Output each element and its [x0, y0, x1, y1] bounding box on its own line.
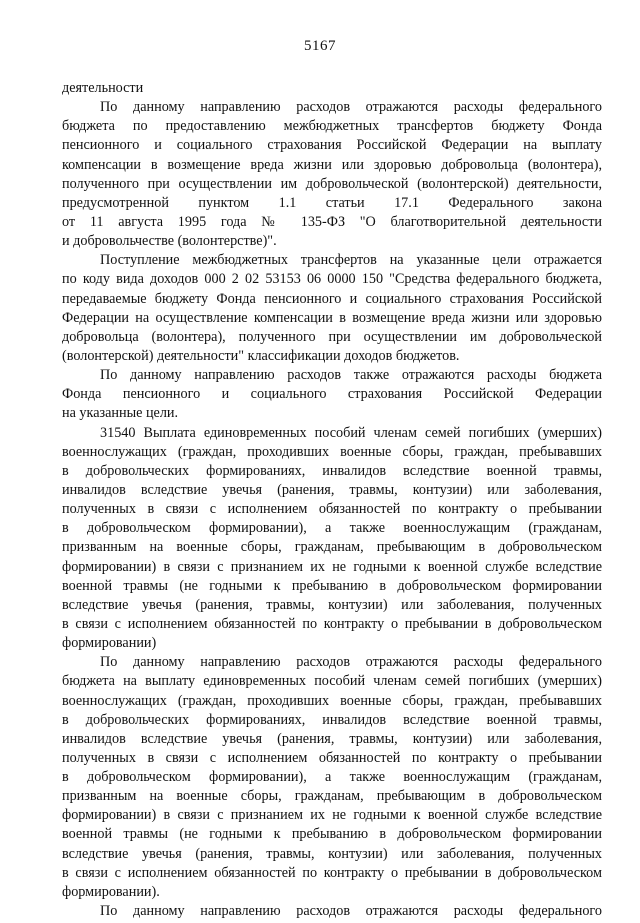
text-line: формировании)	[62, 635, 157, 652]
text-line: добровольца (волонтера), полученного при осуществлении им добровольческой	[62, 328, 602, 345]
text-line: компенсации в возмещение вреда жизни или здоровью добровольца (волонтера),	[62, 156, 602, 173]
text-line: военной травмы (не годными к пребыванию в добровольческом формировании	[62, 826, 602, 843]
text-line: в добровольческом формировании), а также военнослужащим (гражданам,	[62, 520, 602, 537]
text-line: По данному направлению расходов отражаются расходы федерального	[100, 903, 602, 920]
text-line: военнослужащих (граждан, проходивших военные сборы, граждан, пребывавших	[62, 692, 602, 709]
text-line: в добровольческом формировании), а также военнослужащим (гражданам,	[62, 769, 602, 786]
text-line: по коду вида доходов 000 2 02 53153 06 0000 150 "Средства федерального бюджета,	[62, 271, 602, 288]
text-line: военнослужащих (граждан, проходивших военные сборы, граждан, пребывавших	[62, 443, 602, 460]
text-line: инвалидов вследствие увечья (ранения, травмы, контузии) или заболевания,	[62, 730, 602, 747]
text-line: По данному направлению расходов отражаются расходы федерального	[100, 654, 602, 671]
text-line: 31540 Выплата единовременных пособий членам семей погибших (умерших)	[100, 424, 602, 441]
text-line: бюджета на выплату единовременных пособий членам семей погибших (умерших)	[62, 673, 602, 690]
text-line: По данному направлению расходов также отражаются расходы бюджета	[100, 367, 602, 384]
text-line: По данному направлению расходов отражаются расходы федерального	[100, 99, 602, 116]
text-line: в связи с исполнением обязанностей по контракту о пребывании в добровольческом	[62, 864, 602, 881]
text-line: от 11 августа 1995 года № 135-ФЗ "О благотворительной деятельности	[62, 213, 602, 230]
text-line: Поступление межбюджетных трансфертов на указанные цели отражается	[100, 252, 602, 269]
text-line: в связи с исполнением обязанностей по контракту о пребывании в добровольческом	[62, 615, 602, 632]
text-line: полученных в связи с исполнением обязанностей по контракту о пребывании	[62, 749, 602, 766]
text-line: в добровольческих формированиях, инвалидов вследствие военной травмы,	[62, 462, 602, 479]
document-body	[62, 79, 602, 921]
text-line: и добровольчестве (волонтерстве)".	[62, 233, 277, 250]
text-line: военной травмы (не годными к пребыванию в добровольческом формировании	[62, 577, 602, 594]
page-number: 5167	[304, 38, 336, 54]
text-line: вследствие увечья (ранения, травмы, контузии) или заболевания, полученных	[62, 596, 602, 613]
text-line: призванным на военные сборы, гражданам, пребывающим в добровольческом	[62, 788, 602, 805]
text-line: бюджета по предоставлению межбюджетных трансфертов бюджету Фонда	[62, 118, 602, 135]
text-line: на указанные цели.	[62, 405, 179, 422]
text-line: Федерации на осуществление компенсации в возмещение вреда жизни или здоровью	[62, 309, 602, 326]
text-line: деятельности	[62, 80, 144, 96]
text-line: пенсионного и социального страхования Российской Федерации на выплату	[62, 137, 602, 154]
text-line: (волонтерской) деятельности" классификации доходов бюджетов.	[62, 347, 460, 364]
text-line: формировании) в связи с признанием их не годными к военной службе вследствие	[62, 558, 602, 575]
text-line: передаваемые бюджету Фонда пенсионного и социального страхования Российской	[62, 290, 602, 307]
text-line: предусмотренной пунктом 1.1 статьи 17.1 Федерального закона	[62, 194, 602, 211]
text-line: формировании) в связи с признанием их не годными к военной службе вследствие	[62, 807, 602, 824]
text-line: вследствие увечья (ранения, травмы, контузии) или заболевания, полученных	[62, 845, 602, 862]
text-line: в добровольческих формированиях, инвалидов вследствие военной травмы,	[62, 711, 602, 728]
text-line: полученных в связи с исполнением обязанностей по контракту о пребывании	[62, 501, 602, 518]
text-line: Фонда пенсионного и социального страхования Российской Федерации	[62, 386, 602, 403]
text-line: инвалидов вследствие увечья (ранения, травмы, контузии) или заболевания,	[62, 481, 602, 498]
text-line: призванным на военные сборы, гражданам, пребывающим в добровольческом	[62, 539, 602, 556]
text-line: формировании).	[62, 883, 160, 900]
text-line: полученного при осуществлении им добровольческой (волонтерской) деятельности,	[62, 175, 602, 192]
